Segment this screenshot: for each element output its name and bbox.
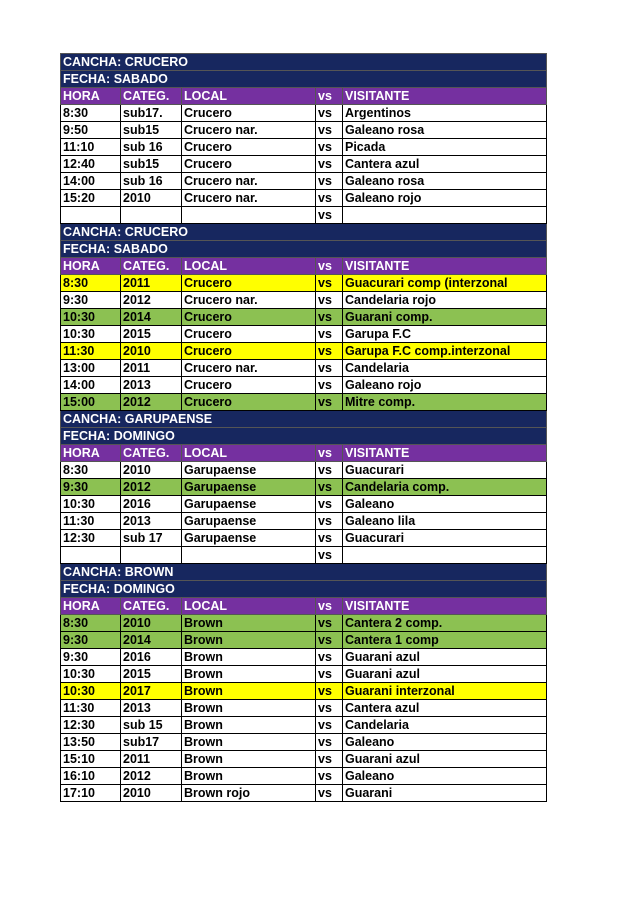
match-hora: 13:00 (61, 360, 121, 377)
match-categ: 2012 (121, 292, 182, 309)
match-visitante: Candelaria (343, 360, 547, 377)
match-categ: 2013 (121, 513, 182, 530)
match-categ: sub 16 (121, 173, 182, 190)
match-row (61, 547, 547, 564)
header-visitante: VISITANTE (343, 88, 547, 105)
match-row (61, 734, 547, 751)
cancha-row (61, 411, 547, 428)
match-vs: vs (316, 173, 343, 190)
match-vs: vs (316, 785, 343, 802)
match-local: Brown (182, 717, 316, 734)
match-local: Crucero (182, 394, 316, 411)
match-local: Crucero nar. (182, 122, 316, 139)
match-categ: 2016 (121, 496, 182, 513)
match-vs: vs (316, 615, 343, 632)
match-visitante: Candelaria comp. (343, 479, 547, 496)
column-header-row (61, 598, 547, 615)
match-vs: vs (316, 309, 343, 326)
fecha-row (61, 428, 547, 445)
match-visitante: Garupa F.C comp.interzonal (343, 343, 547, 360)
match-vs: vs (316, 734, 343, 751)
match-local: Brown (182, 683, 316, 700)
match-categ: sub 17 (121, 530, 182, 547)
fixture-table-body (61, 54, 547, 802)
match-visitante: Garupa F.C (343, 326, 547, 343)
cancha-title: CANCHA: CRUCERO (61, 54, 547, 71)
header-hora: HORA (61, 88, 121, 105)
match-row (61, 173, 547, 190)
match-categ: 2010 (121, 462, 182, 479)
match-hora: 12:40 (61, 156, 121, 173)
match-row (61, 513, 547, 530)
match-vs: vs (316, 530, 343, 547)
match-visitante: Guarani azul (343, 666, 547, 683)
match-categ: 2010 (121, 343, 182, 360)
match-local: Crucero (182, 343, 316, 360)
match-vs: vs (316, 360, 343, 377)
header-categ: CATEG. (121, 598, 182, 615)
match-hora: 14:00 (61, 173, 121, 190)
match-categ: 2012 (121, 768, 182, 785)
match-local: Brown (182, 649, 316, 666)
match-row (61, 785, 547, 802)
match-visitante: Cantera 1 comp (343, 632, 547, 649)
match-visitante: Picada (343, 139, 547, 156)
match-visitante: Cantera azul (343, 156, 547, 173)
match-local: Crucero nar. (182, 190, 316, 207)
match-categ: 2011 (121, 275, 182, 292)
match-categ: sub15 (121, 156, 182, 173)
match-row (61, 207, 547, 224)
match-vs: vs (316, 156, 343, 173)
match-hora: 12:30 (61, 530, 121, 547)
match-local: Brown (182, 615, 316, 632)
match-row (61, 666, 547, 683)
header-vs: vs (316, 598, 343, 615)
cancha-title: CANCHA: GARUPAENSE (61, 411, 547, 428)
match-local: Crucero (182, 309, 316, 326)
match-local: Garupaense (182, 496, 316, 513)
match-local (182, 207, 316, 224)
cancha-row (61, 564, 547, 581)
match-local: Brown (182, 632, 316, 649)
match-visitante: Cantera 2 comp. (343, 615, 547, 632)
header-categ: CATEG. (121, 258, 182, 275)
match-visitante: Mitre comp. (343, 394, 547, 411)
fixture-table (60, 53, 547, 802)
match-vs: vs (316, 479, 343, 496)
match-hora: 9:50 (61, 122, 121, 139)
match-local: Brown (182, 751, 316, 768)
match-local: Crucero (182, 275, 316, 292)
match-hora: 11:30 (61, 513, 121, 530)
match-hora: 14:00 (61, 377, 121, 394)
fecha-row (61, 581, 547, 598)
match-visitante (343, 207, 547, 224)
match-visitante (343, 547, 547, 564)
match-visitante: Guarani (343, 785, 547, 802)
match-hora: 11:30 (61, 700, 121, 717)
match-hora (61, 547, 121, 564)
column-header-row (61, 258, 547, 275)
match-categ: 2017 (121, 683, 182, 700)
match-row (61, 292, 547, 309)
match-row (61, 360, 547, 377)
match-row (61, 700, 547, 717)
header-vs: vs (316, 258, 343, 275)
header-visitante: VISITANTE (343, 258, 547, 275)
match-hora: 10:30 (61, 496, 121, 513)
match-row (61, 190, 547, 207)
match-vs: vs (316, 105, 343, 122)
match-vs: vs (316, 122, 343, 139)
match-visitante: Guacurari (343, 530, 547, 547)
match-local: Crucero nar. (182, 360, 316, 377)
column-header-row (61, 445, 547, 462)
match-vs: vs (316, 343, 343, 360)
match-row (61, 275, 547, 292)
header-hora: HORA (61, 598, 121, 615)
match-visitante: Galeano rosa (343, 173, 547, 190)
match-visitante: Galeano (343, 496, 547, 513)
match-categ: sub 15 (121, 717, 182, 734)
match-row (61, 139, 547, 156)
header-visitante: VISITANTE (343, 598, 547, 615)
match-local: Crucero nar. (182, 292, 316, 309)
match-hora: 8:30 (61, 615, 121, 632)
match-categ: 2016 (121, 649, 182, 666)
fecha-title: FECHA: SABADO (61, 71, 547, 88)
match-categ: 2011 (121, 751, 182, 768)
cancha-row (61, 54, 547, 71)
match-row (61, 377, 547, 394)
match-categ: 2011 (121, 360, 182, 377)
match-hora: 9:30 (61, 479, 121, 496)
match-hora: 10:30 (61, 666, 121, 683)
match-categ: 2012 (121, 394, 182, 411)
match-hora: 12:30 (61, 717, 121, 734)
match-visitante: Galeano lila (343, 513, 547, 530)
match-hora: 10:30 (61, 683, 121, 700)
match-visitante: Candelaria rojo (343, 292, 547, 309)
match-vs: vs (316, 751, 343, 768)
match-hora: 15:10 (61, 751, 121, 768)
match-local: Garupaense (182, 530, 316, 547)
header-local: LOCAL (182, 445, 316, 462)
match-categ: 2014 (121, 632, 182, 649)
match-row (61, 751, 547, 768)
match-visitante: Cantera azul (343, 700, 547, 717)
match-hora: 8:30 (61, 105, 121, 122)
match-vs: vs (316, 649, 343, 666)
match-vs: vs (316, 139, 343, 156)
match-categ: 2015 (121, 326, 182, 343)
match-visitante: Guacurari (343, 462, 547, 479)
match-local: Crucero nar. (182, 173, 316, 190)
match-visitante: Argentinos (343, 105, 547, 122)
match-local: Garupaense (182, 479, 316, 496)
fecha-title: FECHA: DOMINGO (61, 581, 547, 598)
header-hora: HORA (61, 258, 121, 275)
header-local: LOCAL (182, 598, 316, 615)
match-vs: vs (316, 632, 343, 649)
cancha-row (61, 224, 547, 241)
match-row (61, 530, 547, 547)
fecha-title: FECHA: SABADO (61, 241, 547, 258)
cancha-title: CANCHA: BROWN (61, 564, 547, 581)
match-row (61, 309, 547, 326)
match-categ: 2015 (121, 666, 182, 683)
match-visitante: Guarani interzonal (343, 683, 547, 700)
fecha-row (61, 241, 547, 258)
match-visitante: Guarani comp. (343, 309, 547, 326)
match-row (61, 156, 547, 173)
match-vs: vs (316, 275, 343, 292)
header-vs: vs (316, 88, 343, 105)
match-hora (61, 207, 121, 224)
match-row (61, 632, 547, 649)
match-row (61, 496, 547, 513)
match-vs: vs (316, 666, 343, 683)
match-hora: 8:30 (61, 462, 121, 479)
match-visitante: Galeano rosa (343, 122, 547, 139)
match-row (61, 122, 547, 139)
match-vs: vs (316, 207, 343, 224)
match-visitante: Galeano (343, 768, 547, 785)
match-visitante: Galeano (343, 734, 547, 751)
match-vs: vs (316, 683, 343, 700)
match-visitante: Guarani azul (343, 751, 547, 768)
match-categ: sub17 (121, 734, 182, 751)
match-vs: vs (316, 377, 343, 394)
match-categ: 2014 (121, 309, 182, 326)
match-vs: vs (316, 326, 343, 343)
column-header-row (61, 88, 547, 105)
match-categ: sub 16 (121, 139, 182, 156)
match-local: Brown (182, 700, 316, 717)
match-local: Crucero (182, 377, 316, 394)
match-row (61, 462, 547, 479)
match-categ: 2013 (121, 700, 182, 717)
match-hora: 9:30 (61, 649, 121, 666)
header-hora: HORA (61, 445, 121, 462)
match-categ: 2010 (121, 615, 182, 632)
match-vs: vs (316, 513, 343, 530)
match-row (61, 105, 547, 122)
match-visitante: Guarani azul (343, 649, 547, 666)
fecha-title: FECHA: DOMINGO (61, 428, 547, 445)
match-vs: vs (316, 547, 343, 564)
match-row (61, 394, 547, 411)
fecha-row (61, 71, 547, 88)
match-vs: vs (316, 700, 343, 717)
match-visitante: Galeano rojo (343, 190, 547, 207)
match-local: Garupaense (182, 462, 316, 479)
match-categ (121, 547, 182, 564)
header-local: LOCAL (182, 88, 316, 105)
match-categ: 2012 (121, 479, 182, 496)
match-vs: vs (316, 394, 343, 411)
match-hora: 15:20 (61, 190, 121, 207)
header-categ: CATEG. (121, 88, 182, 105)
match-hora: 13:50 (61, 734, 121, 751)
match-local: Crucero (182, 326, 316, 343)
header-visitante: VISITANTE (343, 445, 547, 462)
match-categ: sub15 (121, 122, 182, 139)
header-local: LOCAL (182, 258, 316, 275)
match-hora: 11:10 (61, 139, 121, 156)
match-vs: vs (316, 190, 343, 207)
match-hora: 10:30 (61, 326, 121, 343)
match-hora: 10:30 (61, 309, 121, 326)
match-local: Brown rojo (182, 785, 316, 802)
match-row (61, 326, 547, 343)
match-hora: 15:00 (61, 394, 121, 411)
match-visitante: Candelaria (343, 717, 547, 734)
header-categ: CATEG. (121, 445, 182, 462)
match-categ: 2010 (121, 190, 182, 207)
match-local: Brown (182, 768, 316, 785)
match-row (61, 683, 547, 700)
match-local: Brown (182, 734, 316, 751)
match-local: Brown (182, 666, 316, 683)
match-categ: 2010 (121, 785, 182, 802)
match-vs: vs (316, 462, 343, 479)
match-vs: vs (316, 768, 343, 785)
match-hora: 9:30 (61, 292, 121, 309)
match-hora: 9:30 (61, 632, 121, 649)
match-hora: 8:30 (61, 275, 121, 292)
cancha-title: CANCHA: CRUCERO (61, 224, 547, 241)
match-vs: vs (316, 496, 343, 513)
match-hora: 17:10 (61, 785, 121, 802)
match-local: Crucero (182, 105, 316, 122)
match-hora: 11:30 (61, 343, 121, 360)
match-local: Crucero (182, 156, 316, 173)
match-row (61, 615, 547, 632)
match-categ: 2013 (121, 377, 182, 394)
match-row (61, 479, 547, 496)
match-vs: vs (316, 292, 343, 309)
match-categ (121, 207, 182, 224)
match-row (61, 343, 547, 360)
match-visitante: Galeano rojo (343, 377, 547, 394)
match-row (61, 649, 547, 666)
fixture-sheet (60, 53, 546, 802)
match-local: Garupaense (182, 513, 316, 530)
match-row (61, 768, 547, 785)
match-visitante: Guacurari comp (interzonal (343, 275, 547, 292)
match-local: Crucero (182, 139, 316, 156)
match-categ: sub17. (121, 105, 182, 122)
match-vs: vs (316, 717, 343, 734)
match-hora: 16:10 (61, 768, 121, 785)
header-vs: vs (316, 445, 343, 462)
match-local (182, 547, 316, 564)
match-row (61, 717, 547, 734)
